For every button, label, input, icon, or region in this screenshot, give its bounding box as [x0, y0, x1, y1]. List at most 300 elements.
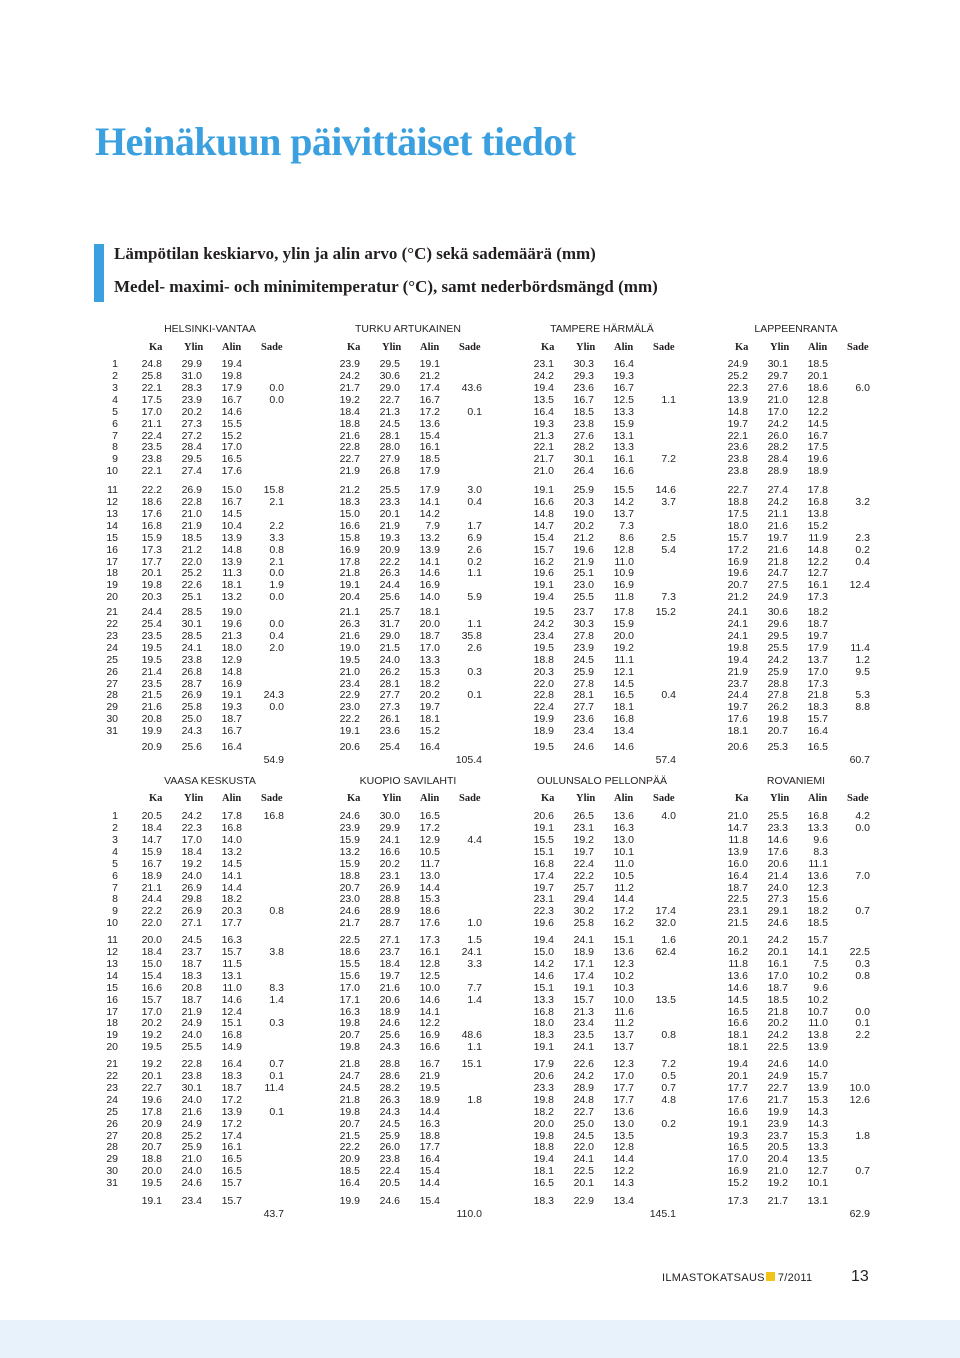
station-name: HELSINKI-VANTAA [164, 323, 256, 335]
footer [662, 1272, 812, 1284]
table-cell: 0.0 [269, 381, 284, 394]
table-cell: 22.2 [339, 1141, 360, 1154]
table-cell: 20.3 [221, 905, 242, 918]
table-cell: 22.8 [181, 1058, 202, 1070]
table-cell: 23.1 [379, 869, 400, 882]
table-cell: 1.5 [467, 934, 482, 946]
table-cell: 18.9 [533, 725, 554, 738]
table-cell: 24.2 [533, 617, 554, 630]
table-cell: 19.2 [181, 857, 202, 870]
table-cell: 1.4 [269, 993, 284, 1006]
table-cell: 17.9 [221, 381, 242, 394]
table-cell: 17.7 [221, 917, 242, 930]
table-cell: 16.1 [419, 441, 440, 454]
table-cell: 0.0 [269, 567, 284, 580]
table-cell: 20.3 [533, 665, 554, 678]
table-cell: 15.7 [727, 531, 748, 544]
table-cell: 18.7 [181, 993, 202, 1006]
table-cell: 25.5 [573, 591, 594, 604]
table-cell: 18.1 [533, 1165, 554, 1178]
table-cell: 15.9 [141, 531, 162, 544]
table-cell: 25.5 [181, 1041, 202, 1054]
table-cell: 21.3 [573, 1005, 594, 1018]
table-cell: 26.3 [379, 567, 400, 580]
table-cell: 19.4 [533, 591, 554, 604]
publication-name: ILMASTOKATSAUS [662, 1272, 765, 1284]
table-cell: 27.1 [379, 934, 400, 946]
table-cell: 15.5 [339, 957, 360, 970]
table-cell: 18.1 [419, 606, 440, 618]
table-cell: 32.0 [655, 917, 676, 930]
table-cell: 16.6 [141, 981, 162, 994]
table-cell: 14.4 [613, 893, 634, 906]
table-cell: 12.8 [419, 957, 440, 970]
table-cell: 11.9 [808, 531, 828, 544]
table-cell: 16.7 [221, 725, 242, 738]
table-cell: 14.4 [613, 1153, 634, 1166]
table-cell: 24.9 [767, 591, 788, 604]
table-cell: 23.1 [533, 358, 554, 370]
table-cell: 18.1 [727, 1041, 748, 1054]
column-header: Ka [149, 793, 163, 804]
table-cell: 28.5 [181, 629, 202, 642]
table-cell: 18.2 [807, 606, 828, 618]
table-cell: 14.3 [807, 1117, 828, 1130]
table-cell: 23.8 [379, 1153, 400, 1166]
table-cell: 19.2 [613, 641, 634, 654]
table-cell: 18.3 [339, 495, 360, 508]
table-cell: 16.6 [727, 1105, 748, 1118]
table-cell: 15.7 [141, 993, 162, 1006]
table-cell: 14.3 [807, 1105, 828, 1118]
table-cell: 10.7 [807, 1005, 828, 1018]
day-number: 29 [106, 701, 118, 714]
table-cell: 27.8 [573, 629, 594, 642]
table-cell: 18.8 [339, 869, 360, 882]
table-cell: 16.2 [533, 555, 554, 568]
table-cell: 16.8 [533, 857, 554, 870]
day-number: 6 [112, 417, 118, 430]
monthly-total: 110.0 [456, 1208, 482, 1220]
table-cell: 19.7 [573, 845, 594, 858]
table-cell: 20.0 [533, 1117, 554, 1130]
table-cell: 18.6 [807, 381, 828, 394]
table-cell: 12.8 [613, 1141, 634, 1154]
table-cell: 19.6 [533, 567, 554, 580]
table-cell: 0.4 [661, 689, 676, 702]
table-cell: 22.0 [141, 917, 162, 930]
table-cell: 15.7 [221, 1177, 242, 1190]
table-cell: 17.9 [533, 1058, 554, 1070]
table-cell: 1.1 [661, 393, 676, 406]
table-cell: 21.8 [339, 1058, 360, 1070]
monthly-average: 16.4 [419, 741, 440, 753]
table-cell: 20.5 [379, 1177, 400, 1190]
table-cell: 13.3 [613, 405, 634, 418]
table-cell: 23.8 [141, 453, 162, 466]
table-cell: 16.6 [379, 845, 400, 858]
table-cell: 25.7 [379, 606, 400, 618]
day-number: 18 [106, 567, 118, 580]
table-cell: 28.8 [379, 893, 400, 906]
table-cell: 16.2 [727, 945, 748, 958]
monthly-average: 16.5 [807, 741, 828, 753]
table-cell: 13.6 [613, 945, 634, 958]
table-cell: 16.8 [613, 713, 634, 726]
table-cell: 25.2 [181, 1129, 202, 1142]
table-cell: 28.9 [767, 465, 788, 478]
table-cell: 27.9 [379, 453, 400, 466]
table-cell: 17.4 [221, 1129, 242, 1142]
table-cell: 21.6 [379, 981, 400, 994]
table-cell: 17.2 [727, 543, 748, 556]
table-cell: 4.4 [467, 833, 482, 846]
table-cell: 13.9 [221, 531, 242, 544]
table-cell: 17.8 [339, 555, 360, 568]
monthly-average: 15.7 [221, 1195, 242, 1207]
table-cell: 21.2 [573, 531, 594, 544]
table-cell: 0.2 [467, 555, 482, 568]
table-cell: 15.9 [339, 833, 360, 846]
table-cell: 20.7 [339, 881, 360, 894]
table-cell: 20.2 [573, 519, 594, 532]
monthly-average: 20.6 [727, 741, 748, 753]
table-cell: 24.6 [767, 917, 788, 930]
table-cell: 28.4 [181, 441, 202, 454]
column-header: Alin [222, 793, 242, 804]
table-cell: 10.0 [613, 993, 634, 1006]
table-cell: 22.2 [339, 713, 360, 726]
table-cell: 17.0 [767, 405, 788, 418]
monthly-average: 13.4 [613, 1195, 634, 1207]
table-cell: 6.0 [855, 381, 870, 394]
table-cell: 2.1 [269, 495, 284, 508]
table-cell: 15.9 [339, 857, 360, 870]
table-cell: 18.4 [181, 845, 202, 858]
table-cell: 21.7 [339, 917, 360, 930]
subtitle-finnish: Lämpötilan keskiarvo, ylin ja alin arvo (°C) sekä sademäärä (mm) [114, 244, 596, 263]
table-cell: 24.0 [181, 1029, 202, 1042]
monthly-average: 16.4 [221, 741, 242, 753]
table-cell: 19.8 [533, 1129, 554, 1142]
table-cell: 17.8 [613, 606, 634, 618]
table-cell: 23.9 [339, 358, 360, 370]
table-cell: 21.7 [767, 1093, 788, 1106]
table-cell: 22.5 [767, 1041, 788, 1054]
day-number: 23 [106, 1081, 118, 1094]
table-cell: 22.6 [181, 579, 202, 592]
table-cell: 2.6 [467, 543, 482, 556]
table-cell: 24.8 [573, 1093, 594, 1106]
table-cell: 18.0 [533, 1017, 554, 1030]
table-cell: 35.8 [461, 629, 482, 642]
table-cell: 17.6 [727, 713, 748, 726]
table-cell: 17.1 [339, 993, 360, 1006]
table-cell: 15.1 [533, 981, 554, 994]
table-cell: 25.2 [181, 567, 202, 580]
table-cell: 19.2 [141, 1058, 162, 1070]
table-cell: 22.8 [339, 441, 360, 454]
table-cell: 13.6 [807, 869, 828, 882]
table-cell: 11.2 [614, 881, 634, 894]
table-cell: 30.6 [379, 369, 400, 382]
column-header: Ka [347, 793, 361, 804]
table-cell: 0.7 [661, 1081, 676, 1094]
table-cell: 18.3 [807, 701, 828, 714]
table-cell: 20.7 [767, 725, 788, 738]
day-number: 26 [106, 665, 118, 678]
table-cell: 24.5 [573, 1129, 594, 1142]
table-cell: 19.3 [379, 531, 400, 544]
table-cell: 14.8 [221, 665, 242, 678]
table-cell: 14.8 [533, 507, 554, 520]
day-number: 11 [107, 934, 118, 946]
table-cell: 20.2 [181, 405, 202, 418]
table-cell: 11.1 [614, 653, 634, 666]
table-cell: 20.3 [141, 591, 162, 604]
table-cell: 13.3 [613, 441, 634, 454]
table-cell: 24.2 [767, 495, 788, 508]
table-cell: 24.1 [727, 617, 748, 630]
table-cell: 19.5 [339, 653, 360, 666]
table-cell: 15.9 [613, 417, 634, 430]
table-cell: 18.5 [181, 531, 202, 544]
table-cell: 17.9 [419, 484, 440, 496]
table-cell: 8.8 [855, 701, 870, 714]
table-cell: 15.2 [221, 429, 242, 442]
table-cell: 22.1 [141, 381, 162, 394]
table-cell: 13.7 [613, 1041, 634, 1054]
table-cell: 20.5 [141, 810, 162, 822]
table-cell: 17.2 [613, 905, 634, 918]
table-cell: 20.2 [419, 689, 440, 702]
table-cell: 27.3 [181, 417, 202, 430]
table-cell: 17.6 [419, 917, 440, 930]
table-cell: 19.7 [419, 701, 440, 714]
table-cell: 19.4 [727, 653, 748, 666]
table-cell: 16.4 [221, 1058, 242, 1070]
table-cell: 16.4 [613, 358, 634, 370]
table-cell: 28.6 [379, 1069, 400, 1082]
table-cell: 23.9 [339, 821, 360, 834]
column-header: Sade [847, 793, 869, 804]
table-cell: 7.5 [813, 957, 828, 970]
table-cell: 21.9 [379, 519, 400, 532]
table-cell: 28.9 [573, 1081, 594, 1094]
table-cell: 25.0 [573, 1117, 594, 1130]
table-cell: 17.2 [419, 821, 440, 834]
table-cell: 16.5 [419, 810, 440, 822]
day-number: 20 [106, 1041, 118, 1054]
table-cell: 26.9 [181, 689, 202, 702]
day-number: 7 [112, 429, 118, 442]
table-cell: 25.7 [573, 881, 594, 894]
table-cell: 29.6 [767, 617, 788, 630]
table-cell: 17.3 [807, 677, 828, 690]
table-cell: 12.6 [849, 1093, 870, 1106]
table-cell: 14.6 [767, 833, 788, 846]
table-cell: 19.6 [533, 917, 554, 930]
table-cell: 26.8 [181, 665, 202, 678]
table-cell: 16.4 [339, 1177, 360, 1190]
table-cell: 12.3 [807, 881, 828, 894]
table-cell: 21.6 [181, 1105, 202, 1118]
table-cell: 14.5 [613, 677, 634, 690]
table-cell: 20.6 [379, 993, 400, 1006]
table-cell: 18.1 [221, 579, 242, 592]
table-cell: 19.3 [727, 1129, 748, 1142]
table-cell: 30.1 [767, 358, 788, 370]
monthly-average: 20.9 [141, 741, 162, 753]
table-cell: 16.7 [221, 495, 242, 508]
table-cell: 24.9 [181, 1017, 202, 1030]
table-cell: 25.9 [573, 484, 594, 496]
table-cell: 19.7 [533, 881, 554, 894]
monthly-average: 25.4 [379, 741, 400, 753]
table-cell: 17.7 [419, 1141, 440, 1154]
table-cell: 12.7 [807, 1165, 828, 1178]
table-cell: 19.0 [339, 641, 360, 654]
table-cell: 28.2 [573, 441, 594, 454]
table-cell: 48.6 [461, 1029, 482, 1042]
table-cell: 13.9 [419, 543, 440, 556]
table-cell: 17.0 [807, 665, 828, 678]
table-cell: 21.8 [767, 1005, 788, 1018]
table-cell: 21.0 [181, 507, 202, 520]
table-cell: 24.9 [727, 358, 748, 370]
table-cell: 22.4 [573, 857, 594, 870]
table-cell: 13.1 [613, 429, 634, 442]
table-cell: 29.3 [573, 369, 594, 382]
column-header: Alin [420, 342, 440, 353]
table-cell: 21.6 [767, 543, 788, 556]
table-cell: 18.9 [807, 465, 828, 478]
table-cell: 13.0 [613, 1117, 634, 1130]
table-cell: 0.1 [467, 689, 482, 702]
table-cell: 25.5 [767, 641, 788, 654]
table-cell: 21.2 [181, 543, 202, 556]
table-cell: 3.2 [855, 495, 870, 508]
table-cell: 27.7 [379, 689, 400, 702]
table-cell: 23.0 [339, 893, 360, 906]
table-cell: 15.7 [533, 543, 554, 556]
table-cell: 14.4 [419, 881, 440, 894]
table-cell: 17.8 [141, 1105, 162, 1118]
table-cell: 28.0 [379, 441, 400, 454]
monthly-average: 22.9 [573, 1195, 594, 1207]
table-cell: 15.1 [613, 934, 634, 946]
table-cell: 28.3 [181, 381, 202, 394]
table-cell: 4.8 [661, 1093, 676, 1106]
table-cell: 16.6 [533, 495, 554, 508]
station-name: KUOPIO SAVILAHTI [359, 775, 457, 787]
table-cell: 2.1 [269, 555, 284, 568]
table-cell: 18.5 [767, 993, 788, 1006]
table-cell: 16.4 [419, 1153, 440, 1166]
table-cell: 14.0 [221, 833, 242, 846]
table-cell: 23.7 [181, 945, 202, 958]
table-cell: 16.3 [339, 1005, 360, 1018]
table-cell: 16.5 [727, 1005, 748, 1018]
table-cell: 28.4 [767, 453, 788, 466]
table-cell: 24.4 [141, 893, 162, 906]
table-cell: 24.5 [181, 934, 202, 946]
table-cell: 16.7 [613, 381, 634, 394]
table-cell: 29.7 [767, 369, 788, 382]
table-cell: 15.3 [807, 1129, 828, 1142]
table-cell: 21.8 [339, 1093, 360, 1106]
table-cell: 23.6 [573, 713, 594, 726]
day-number: 8 [112, 893, 118, 906]
table-cell: 0.3 [269, 1017, 284, 1030]
table-cell: 18.2 [807, 905, 828, 918]
table-cell: 12.1 [613, 665, 634, 678]
table-cell: 18.9 [379, 1005, 400, 1018]
table-cell: 13.9 [221, 1105, 242, 1118]
table-cell: 20.8 [181, 981, 202, 994]
column-header: Sade [459, 342, 481, 353]
table-cell: 25.1 [573, 567, 594, 580]
table-cell: 30.1 [181, 1081, 202, 1094]
column-header: Sade [653, 793, 675, 804]
table-cell: 19.6 [141, 1093, 162, 1106]
table-cell: 13.8 [807, 1029, 828, 1042]
table-cell: 19.5 [533, 641, 554, 654]
table-cell: 17.3 [807, 591, 828, 604]
table-cell: 15.7 [573, 993, 594, 1006]
table-cell: 21.4 [141, 665, 162, 678]
table-cell: 14.6 [655, 484, 676, 496]
table-cell: 20.7 [141, 1141, 162, 1154]
table-cell: 27.7 [573, 701, 594, 714]
table-cell: 25.6 [379, 1029, 400, 1042]
table-cell: 19.9 [141, 725, 162, 738]
day-number: 21 [106, 606, 118, 618]
table-cell: 15.3 [419, 665, 440, 678]
table-cell: 18.8 [419, 1129, 440, 1142]
table-cell: 8.3 [813, 845, 828, 858]
table-cell: 13.0 [613, 833, 634, 846]
table-cell: 11.6 [614, 1005, 634, 1018]
table-cell: 16.0 [727, 857, 748, 870]
table-cell: 15.7 [221, 945, 242, 958]
table-cell: 23.0 [339, 701, 360, 714]
table-cell: 18.3 [181, 969, 202, 982]
day-number: 14 [106, 519, 118, 532]
table-cell: 24.0 [379, 653, 400, 666]
table-cell: 17.7 [141, 555, 162, 568]
table-cell: 20.2 [379, 857, 400, 870]
table-cell: 13.9 [807, 1041, 828, 1054]
table-cell: 23.1 [533, 893, 554, 906]
table-cell: 29.5 [379, 358, 400, 370]
table-cell: 16.8 [807, 495, 828, 508]
table-cell: 19.7 [379, 969, 400, 982]
table-cell: 12.9 [221, 653, 242, 666]
table-cell: 14.2 [613, 495, 634, 508]
column-header: Ka [541, 342, 555, 353]
day-number: 31 [106, 725, 118, 738]
table-cell: 23.7 [573, 606, 594, 618]
table-cell: 24.2 [767, 417, 788, 430]
table-cell: 16.6 [727, 1017, 748, 1030]
table-cell: 16.9 [339, 543, 360, 556]
table-cell: 29.8 [181, 893, 202, 906]
table-cell: 19.5 [419, 1081, 440, 1094]
day-number: 3 [112, 833, 118, 846]
day-number: 25 [106, 653, 118, 666]
table-cell: 29.5 [767, 629, 788, 642]
